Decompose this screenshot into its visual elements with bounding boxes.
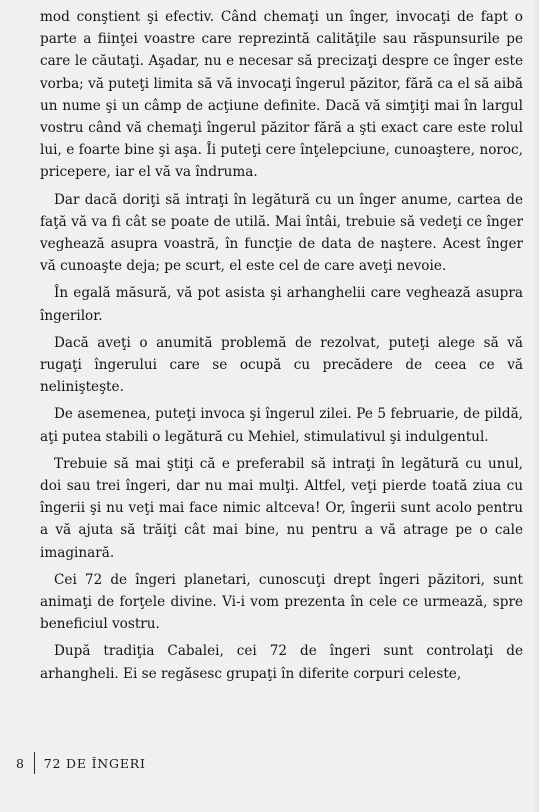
paragraph: De asemenea, puteţi invoca şi îngerul zilei. Pe 5 februarie, de pildă, aţi putea stabili o legătură cu Mehiel, stimulativul şi indulgentul. [40, 406, 523, 445]
footer-divider [34, 752, 35, 774]
paragraph: mod conştient şi efectiv. Când chemaţi un înger, invocaţi de fapt o parte a fiinţei voastre care reprezintă calităţile sau răspunsurile pe care le căutaţi. Aşadar, nu e necesar să precizaţi despre ce înger este vorba; vă puteţi limita să vă invocaţi îngerul păzitor, fără ca el să aibă un nume şi un câmp de acţiune definite. Dacă vă simţiţi mai în largul vostru când vă chemaţi îngerul păzitor fără a şti exact care este rolul lui, e foarte bine şi aşa. Îi puteţi cere înţelepciune, cunoaştere, noroc, pricepere, iar el vă va îndruma. [40, 9, 523, 181]
page-number: 8 [16, 755, 25, 771]
page-footer [16, 752, 146, 774]
paragraph: În egală măsură, vă pot asista şi arhanghelii care veghează asupra îngerilor. [40, 285, 523, 324]
paragraph: Dar dacă doriţi să intraţi în legătură cu un înger anume, cartea de faţă vă va fi cât se poate de utilă. Mai întâi, trebuie să vedeţi ce înger veghează asupra voastră, în funcţie de data de naştere. Acest înger vă cunoaşte deja; pe scurt, el este cel de care aveţi nevoie. [40, 191, 523, 275]
paragraph: După tradiţia Cabalei, cei 72 de îngeri sunt controlaţi de arhangheli. Ei se regăsesc grupaţi în diferite corpuri celeste, [40, 643, 523, 682]
body-text [40, 6, 523, 690]
paragraph: Dacă aveţi o anumită problemă de rezolvat, puteţi alege să vă rugaţi îngerului care se ocupă cu precădere de ceea ce vă nelinişteşte. [40, 334, 523, 396]
paragraph: Cei 72 de îngeri planetari, cunoscuţi drept îngeri păzitori, sunt animaţi de forţele divine. Vi-i vom prezenta în cele ce urmează, spre beneficiul vostru. [40, 571, 523, 633]
paragraph: Trebuie să mai ştiţi că e preferabil să intraţi în legătură cu unul, doi sau trei îngeri, dar nu mai mulţi. Altfel, veţi pierde toată ziua cu îngerii şi nu veţi mai face nimic altceva! Or, îngerii sunt acolo pentru a vă ajuta să trăiţi cât mai bine, nu pentru a vă atrage pe o cale imaginară. [40, 455, 523, 561]
page-edge-shadow [533, 0, 539, 812]
running-title: 72 DE ÎNGERI [43, 755, 146, 771]
